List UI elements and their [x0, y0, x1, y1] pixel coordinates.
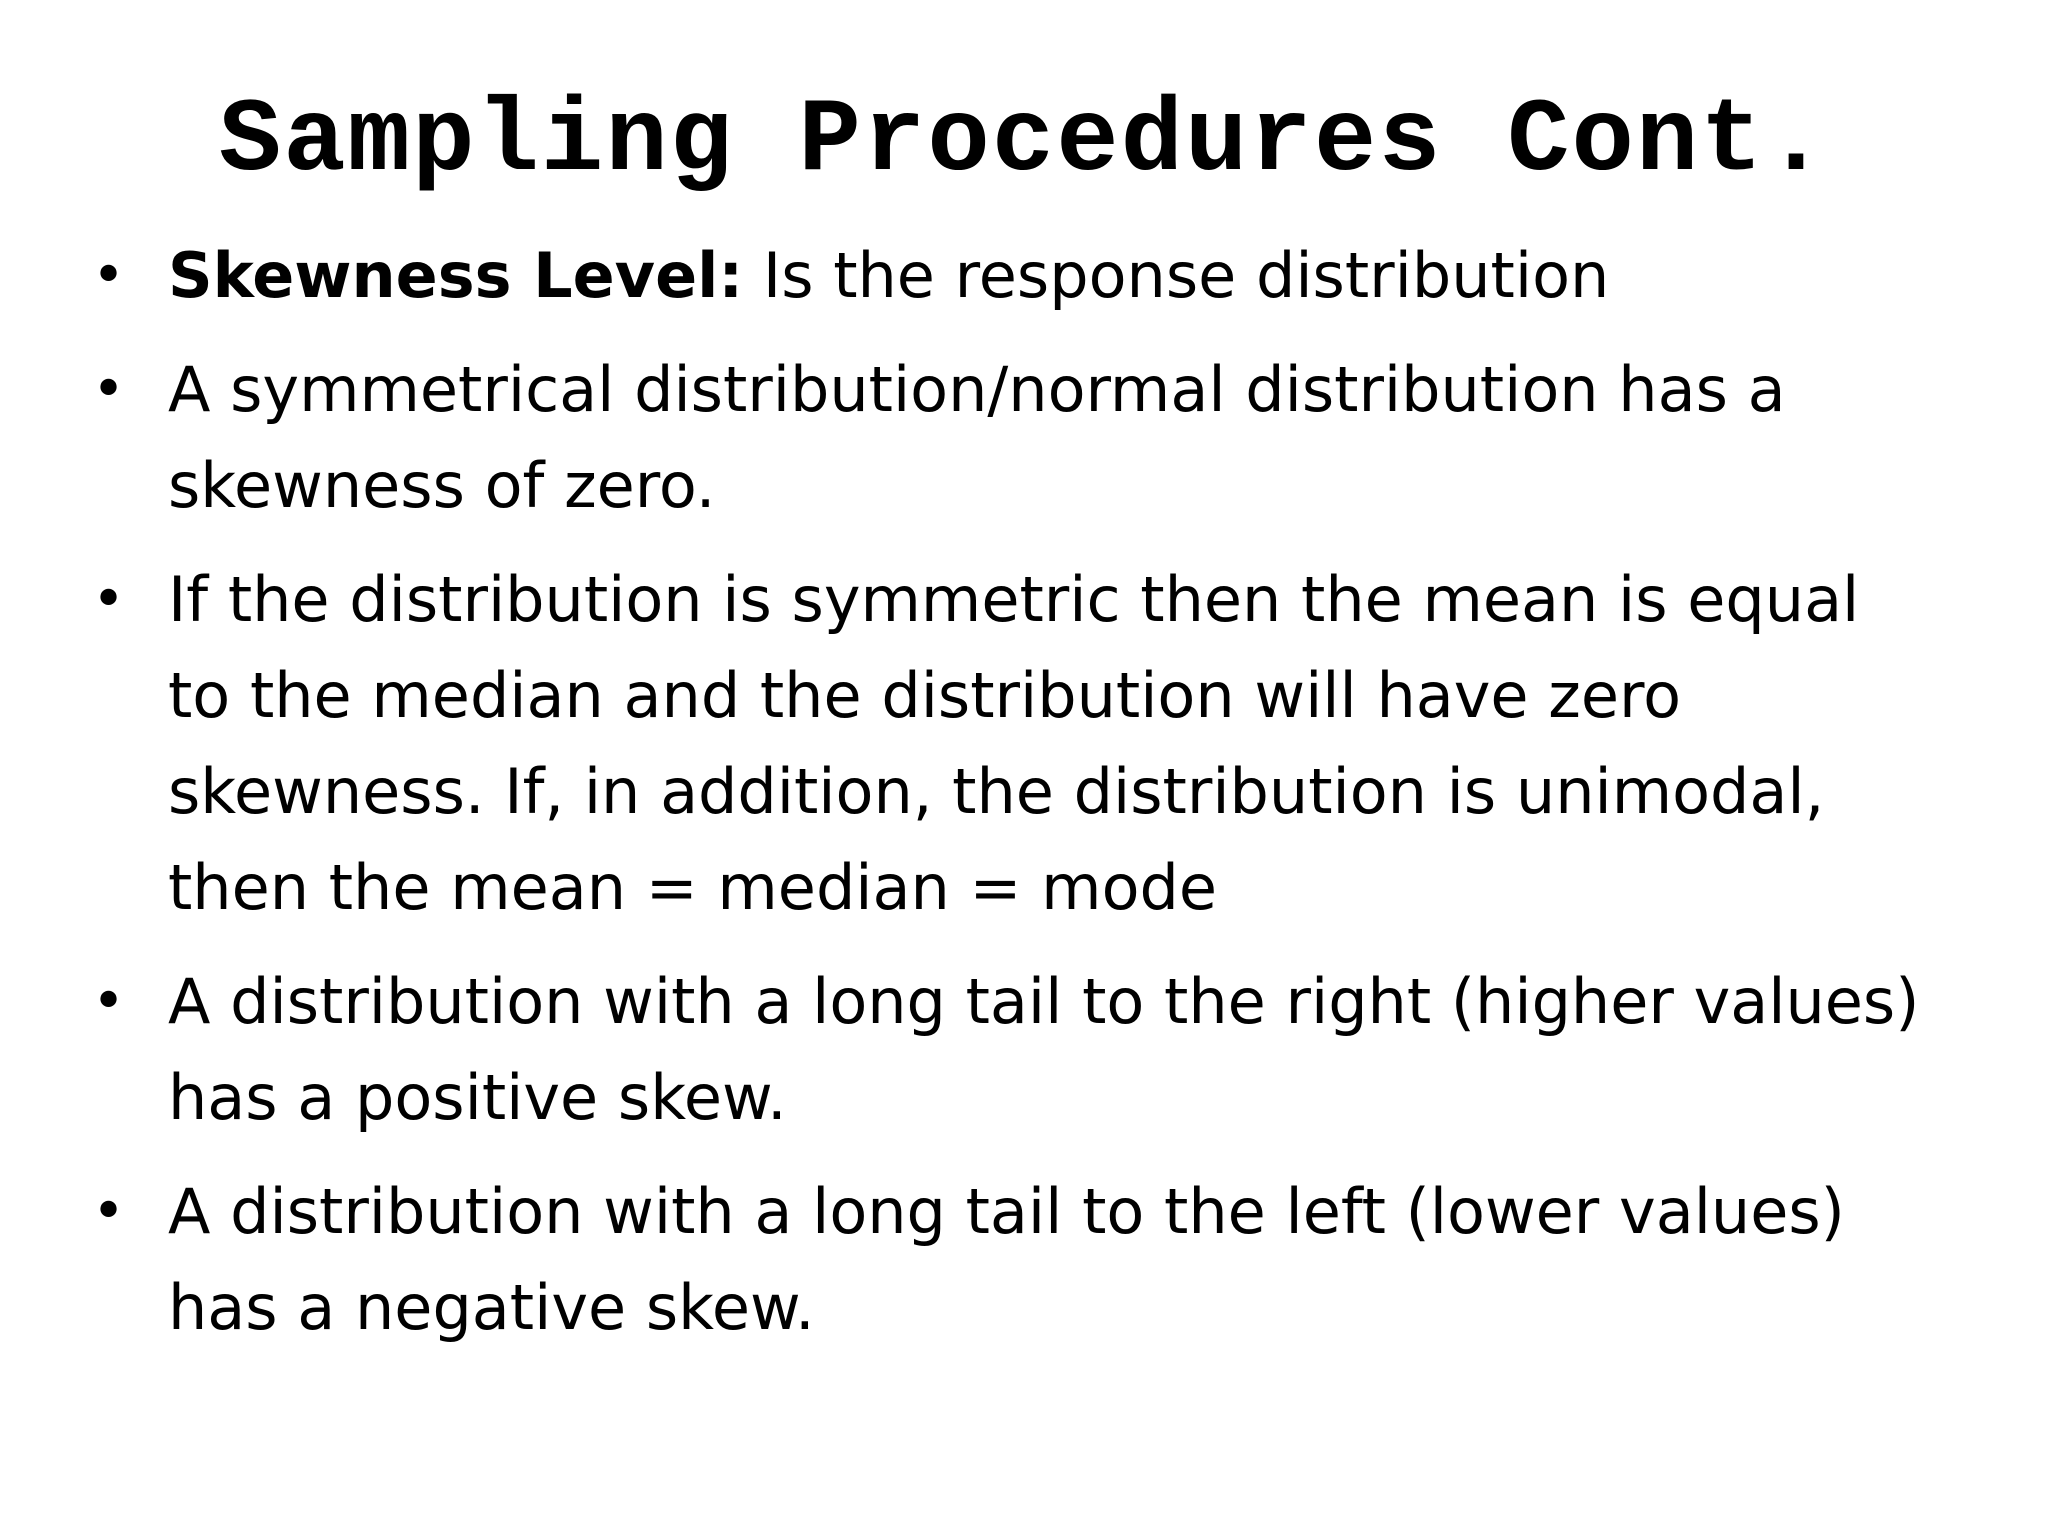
- slide-title: Sampling Procedures Cont.: [218, 83, 1830, 201]
- bullet-icon: •: [92, 969, 126, 1034]
- bullet-line: then the mean = median = mode: [168, 851, 1218, 924]
- bullet-item-symmetric-mean: [0, 552, 2048, 936]
- bullet-line: skewness. If, in addition, the distribution is unimodal,: [168, 755, 1825, 828]
- bullet-icon: •: [92, 357, 126, 422]
- bullet-list: [0, 228, 2048, 1374]
- bullet-lead-label: Skewness Level:: [168, 239, 744, 312]
- bullet-line: A distribution with a long tail to the right (higher values): [168, 965, 1920, 1038]
- bullet-text: Is the response distribution: [743, 239, 1610, 312]
- bullet-line: [168, 228, 2024, 324]
- bullet-line: A symmetrical distribution/normal distribution has a: [168, 353, 1786, 426]
- bullet-item-symmetrical: [0, 342, 2048, 534]
- bullet-item-skewness-level: [0, 228, 2048, 324]
- bullet-line: skewness of zero.: [168, 449, 716, 522]
- bullet-icon: •: [92, 243, 126, 308]
- bullet-icon: •: [92, 1179, 126, 1244]
- bullet-line: has a positive skew.: [168, 1061, 787, 1134]
- bullet-line: A distribution with a long tail to the left (lower values): [168, 1175, 1845, 1248]
- bullet-line: has a negative skew.: [168, 1271, 815, 1344]
- bullet-item-positive-skew: [0, 954, 2048, 1146]
- bullet-icon: •: [92, 567, 126, 632]
- bullet-item-negative-skew: [0, 1164, 2048, 1356]
- bullet-line: If the distribution is symmetric then the mean is equal: [168, 563, 1860, 636]
- bullet-line: to the median and the distribution will have zero: [168, 659, 1682, 732]
